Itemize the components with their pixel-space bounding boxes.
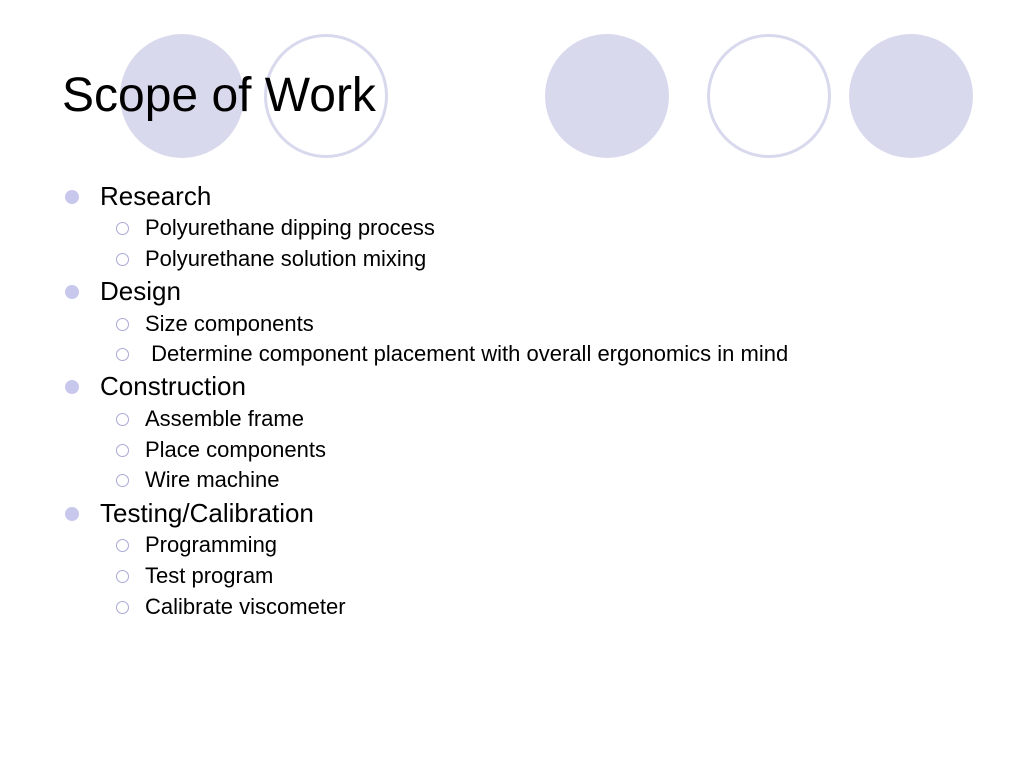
bullet-disc-icon — [65, 507, 79, 521]
bullet-disc-icon — [65, 380, 79, 394]
bullet-label: Construction — [100, 371, 246, 401]
bullet-ring-icon — [116, 222, 129, 235]
sub-bullet-label: Determine component placement with overall ergonomics in mind — [145, 341, 789, 366]
sub-bullet-label: Place components — [145, 437, 326, 462]
decorative-circle-filled — [849, 34, 973, 158]
decorative-circle-outline — [707, 34, 831, 158]
bullet-ring-icon — [116, 348, 129, 361]
bullet-ring-icon — [116, 474, 129, 487]
sub-bullet-label: Polyurethane dipping process — [145, 215, 435, 240]
bullet-disc-icon — [65, 190, 79, 204]
bullet-label: Research — [100, 181, 212, 211]
sub-bullet-label: Assemble frame — [145, 406, 304, 431]
bullet-ring-icon — [116, 570, 129, 583]
slide-title: Scope of Work — [62, 69, 376, 122]
bullet-ring-icon — [116, 601, 129, 614]
sub-bullet-label: Programming — [145, 532, 278, 557]
sub-bullet-label: Test program — [145, 563, 274, 588]
sub-bullet-label: Size components — [145, 311, 314, 336]
bullet-ring-icon — [116, 318, 129, 331]
bullet-label: Testing/Calibration — [100, 498, 314, 528]
bullet-disc-icon — [65, 285, 79, 299]
bullet-ring-icon — [116, 253, 129, 266]
sub-bullet-label: Calibrate viscometer — [145, 594, 346, 619]
sub-bullet-label: Polyurethane solution mixing — [145, 246, 427, 271]
sub-bullet-label: Wire machine — [145, 467, 280, 492]
bullet-ring-icon — [116, 444, 129, 457]
bullet-ring-icon — [116, 539, 129, 552]
bullet-label: Design — [100, 276, 181, 306]
bullet-ring-icon — [116, 413, 129, 426]
decorative-circle-filled — [545, 34, 669, 158]
